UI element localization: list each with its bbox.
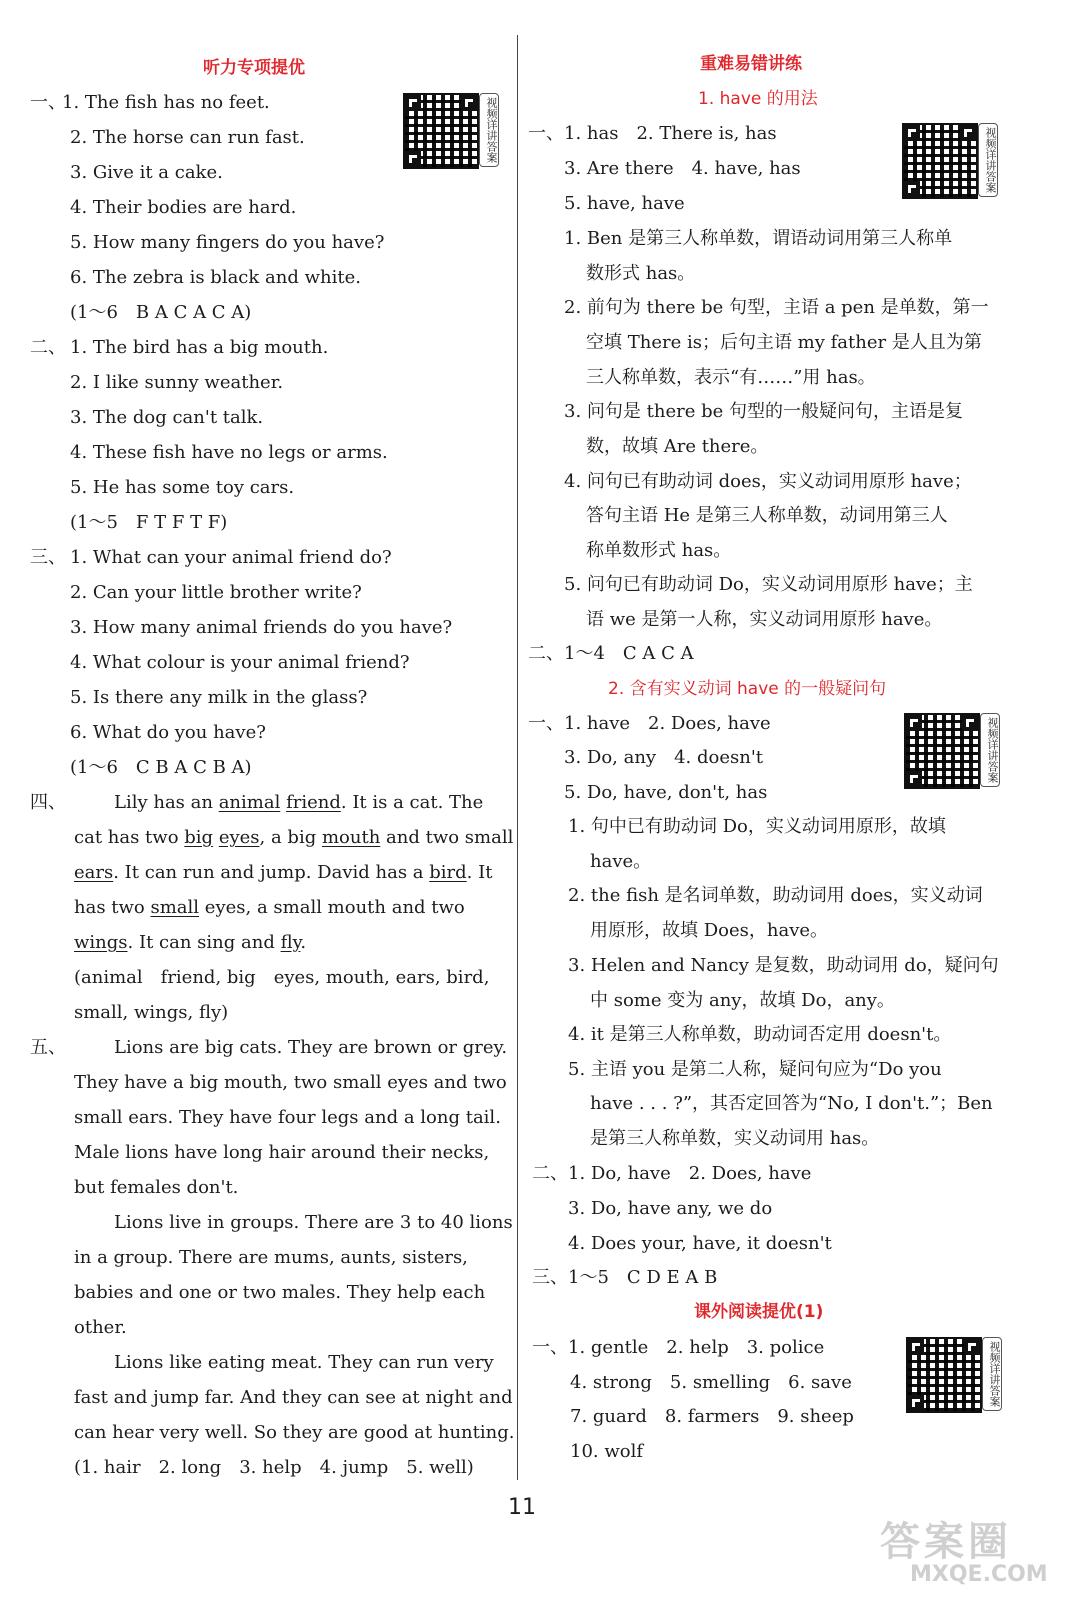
answer-line: 10. wolf — [570, 1441, 644, 1462]
part-number: 四、 — [30, 792, 66, 813]
list-item: 3. Give it a cake. — [70, 162, 223, 183]
part-number: 二、 — [30, 337, 66, 358]
qr-label: 视频详讲答案 — [479, 93, 499, 167]
passage-line: Lily has an animal friend. It is a cat. The — [114, 792, 484, 813]
passage-line: They have a big mouth, two small eyes and two — [74, 1072, 507, 1093]
passage-line: ears. It can run and jump. David has a bird. It — [74, 862, 493, 883]
answer-line: 3. Do, have any, we do — [568, 1198, 773, 1219]
explanation-line: 4. 问句已有助动词 does，实义动词用原形 have； — [564, 471, 972, 492]
qr-code[interactable] — [902, 123, 978, 199]
list-item: 4. What colour is your animal friend? — [70, 652, 410, 673]
passage-line: Lions like eating meat. They can run very — [114, 1352, 494, 1373]
list-item: 1. The fish has no feet. — [62, 92, 270, 113]
answer-line: 二、1～4 C A C A — [528, 643, 694, 664]
explanation-line: 5. 问句已有助动词 Do，实义动词用原形 have；主 — [564, 574, 973, 595]
list-item: 5. Is there any milk in the glass? — [70, 687, 368, 708]
answer-line: 三、1～5 C D E A B — [532, 1267, 718, 1288]
passage-line: can hear very well. So they are good at hunting. — [74, 1422, 515, 1443]
explanation-line: 用原形，故填 Does，have。 — [590, 920, 829, 941]
explanation-line: 中 some 变为 any，故填 Do，any。 — [590, 990, 895, 1011]
passage-line: fast and jump far. And they can see at night and — [74, 1387, 513, 1408]
explanation-line: 称单数形式 has。 — [586, 540, 732, 561]
page-number: 11 — [508, 1495, 536, 1520]
watermark-url: MXQE.COM — [910, 1562, 1048, 1587]
part-number: 一、 — [30, 92, 66, 113]
explanation-line: 4. it 是第三人称单数，助动词否定用 doesn't。 — [568, 1024, 952, 1045]
explanation-line: 1. 句中已有助动词 Do，实义动词用原形，故填 — [568, 816, 946, 837]
passage-line: babies and one or two males. They help each — [74, 1282, 486, 1303]
answer-line: 二、1. Do, have 2. Does, have — [532, 1163, 812, 1184]
qr-label: 视频详讲答案 — [978, 123, 998, 197]
explanation-line: 三人称单数，表示“有……”用 has。 — [586, 367, 876, 388]
explanation-line: 3. 问句是 there be 句型的一般疑问句，主语是复 — [564, 401, 963, 422]
passage-line: small ears. They have four legs and a long tail. — [74, 1107, 501, 1128]
explanation-line: 2. 前句为 there be 句型，主语 a pen 是单数，第一 — [564, 297, 989, 318]
subsection-title: 1. have 的用法 — [698, 89, 818, 109]
answer-line: 一、1. have 2. Does, have — [528, 713, 771, 734]
answer-line: 7. guard 8. farmers 9. sheep — [570, 1406, 854, 1427]
answer-line: 3. Do, any 4. doesn't — [564, 747, 764, 768]
answer-key: (1～6 C B A C B A) — [70, 757, 252, 778]
answer-key: (animal friend, big eyes, mouth, ears, bird, — [74, 967, 490, 988]
list-item: 6. The zebra is black and white. — [70, 267, 361, 288]
watermark — [880, 1510, 1055, 1590]
answer-line: 一、1. has 2. There is, has — [528, 123, 777, 144]
answer-line: 4. strong 5. smelling 6. save — [570, 1372, 852, 1393]
explanation-line: 数，故填 Are there。 — [586, 436, 769, 457]
qr-code[interactable] — [904, 713, 980, 789]
explanation-line: 语 we 是第一人称，实义动词用原形 have。 — [586, 609, 943, 630]
explanation-line: have。 — [590, 851, 652, 872]
answer-line: 5. Do, have, don't, has — [564, 782, 768, 803]
watermark-logo: 答案圈 — [880, 1519, 1012, 1565]
passage-line: Male lions have long hair around their necks, — [74, 1142, 490, 1163]
answer-line: 5. have, have — [564, 193, 685, 214]
list-item: 3. How many animal friends do you have? — [70, 617, 453, 638]
answer-key: (1～6 B A C A C A) — [70, 302, 252, 323]
explanation-line: 空填 There is；后句主语 my father 是人且为第 — [586, 332, 982, 353]
explanation-line: have . . . ?”，其否定回答为“No, I don't.”；Ben — [590, 1093, 993, 1114]
answer-line: 4. Does your, have, it doesn't — [568, 1233, 832, 1254]
list-item: 1. What can your animal friend do? — [70, 547, 392, 568]
section-title-key-points: 重难易错讲练 — [700, 54, 802, 74]
section-title-listening: 听力专项提优 — [203, 58, 305, 78]
passage-line: in a group. There are mums, aunts, sisters, — [74, 1247, 468, 1268]
subsection-title: 课外阅读提优(1) — [694, 1302, 824, 1322]
passage-line: Lions live in groups. There are 3 to 40 lions — [114, 1212, 513, 1233]
part-number: 三、 — [30, 547, 66, 568]
subsection-title: 2. 含有实义动词 have 的一般疑问句 — [608, 679, 887, 699]
answer-key: (1. hair 2. long 3. help 4. jump 5. well) — [74, 1457, 474, 1478]
explanation-line: 5. 主语 you 是第二人称，疑问句应为“Do you — [568, 1059, 942, 1080]
explanation-line: 2. the fish 是名词单数，助动词用 does，实义动词 — [568, 885, 983, 906]
passage-line: Lions are big cats. They are brown or grey. — [114, 1037, 508, 1058]
answer-key: small, wings, fly) — [74, 1002, 229, 1023]
passage-line: other. — [74, 1317, 127, 1338]
list-item: 2. The horse can run fast. — [70, 127, 305, 148]
list-item: 6. What do you have? — [70, 722, 266, 743]
qr-label: 视频详讲答案 — [982, 1337, 1002, 1411]
answer-line: 3. Are there 4. have, has — [564, 158, 801, 179]
explanation-line: 3. Helen and Nancy 是复数，助动词用 do，疑问句 — [568, 955, 999, 976]
explanation-line: 是第三人称单数，实义动词用 has。 — [590, 1128, 880, 1149]
passage-line: cat has two big eyes, a big mouth and two small — [74, 827, 514, 848]
list-item: 4. These fish have no legs or arms. — [70, 442, 388, 463]
qr-label: 视频详讲答案 — [980, 713, 1000, 787]
list-item: 2. Can your little brother write? — [70, 582, 362, 603]
passage-line: but females don't. — [74, 1177, 239, 1198]
passage-line: wings. It can sing and fly. — [74, 932, 307, 953]
qr-code[interactable] — [403, 93, 479, 169]
list-item: 4. Their bodies are hard. — [70, 197, 297, 218]
column-divider — [517, 35, 518, 1480]
explanation-line: 答句主语 He 是第三人称单数，动词用第三人 — [586, 505, 948, 526]
list-item: 1. The bird has a big mouth. — [70, 337, 329, 358]
qr-code[interactable] — [906, 1337, 982, 1413]
answer-key: (1～5 F T F T F) — [70, 512, 228, 533]
explanation-line: 数形式 has。 — [586, 263, 696, 284]
answer-line: 一、1. gentle 2. help 3. police — [532, 1337, 825, 1358]
list-item: 2. I like sunny weather. — [70, 372, 284, 393]
passage-line: has two small eyes, a small mouth and two — [74, 897, 465, 918]
list-item: 5. He has some toy cars. — [70, 477, 295, 498]
part-number: 五、 — [30, 1037, 66, 1058]
explanation-line: 1. Ben 是第三人称单数，谓语动词用第三人称单 — [564, 228, 953, 249]
list-item: 3. The dog can't talk. — [70, 407, 264, 428]
list-item: 5. How many fingers do you have? — [70, 232, 385, 253]
